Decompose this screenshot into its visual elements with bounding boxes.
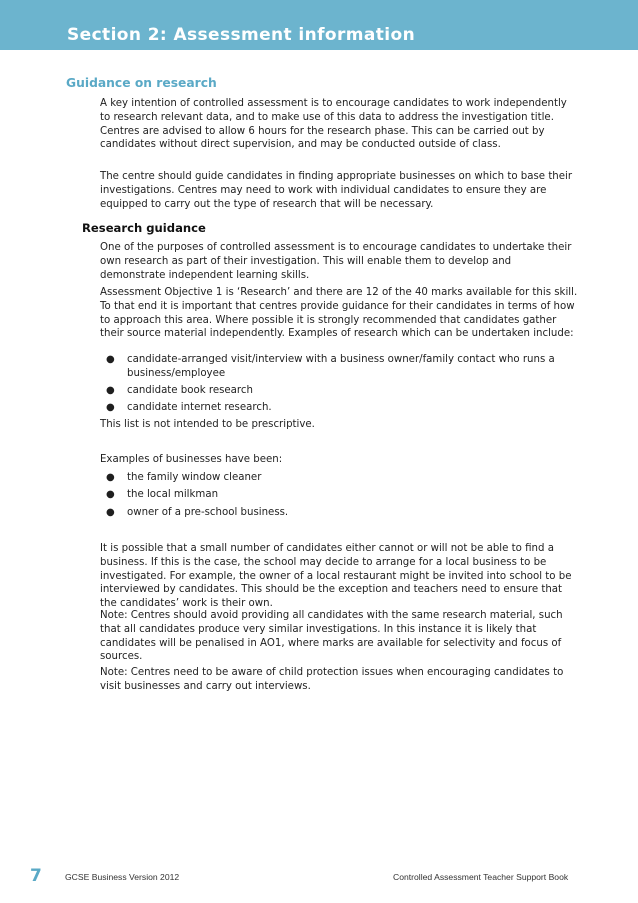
closing-paragraph-1: It is possible that a small number of candidates either cannot or will not be able to find a business. If this is the case, the school may decide to arrange for a local business to be investigated. For example, the owner of a local restaurant might be invited into school to be interviewed by candidates. This should be the exception and teachers need to ensure that the candidates’ work is their own.: [100, 543, 572, 610]
research-guidance-heading: Research guidance: [82, 221, 206, 235]
closing-paragraph-3: Note: Centres need to be aware of child protection issues when encouraging candidates to visit businesses and carry out interviews.: [100, 667, 564, 692]
list-item: ● candidate-arranged visit/interview with a business owner/family contact who runs a business/employee: [106, 354, 555, 379]
research-paragraph-2: Assessment Objective 1 is ‘Research’ and there are 12 of the 40 marks available for this skill. To that end it is important that centres provide guidance for their candidates in terms of how to approach this area. Where possible it is strongly recommended that candidates gather their source material independently. Examples of research which can be undertaken include:: [100, 287, 578, 340]
list-item: ● the local milkman: [106, 489, 219, 501]
guidance-paragraph-1: A key intention of controlled assessment is to encourage candidates to work independently to research relevant data, and to make use of this data to address the investigation title. Centres are advised to allow 6 hours for the research phase. This can be carried out by candidates without direct supervision, and may be conducted outside of class.: [100, 98, 567, 151]
bullet-icon: ●: [106, 354, 115, 365]
not-prescriptive-note: This list is not intended to be prescriptive.: [100, 419, 315, 430]
page-number: 7: [30, 866, 42, 886]
research-paragraph-1: One of the purposes of controlled assessment is to encourage candidates to undertake their own research as part of their investigation. This will enable them to develop and demonstrate independent learning skills.: [100, 242, 572, 281]
list-item: ● the family window cleaner: [106, 472, 262, 483]
guidance-heading: Guidance on research: [66, 76, 217, 90]
footer-left-text: GCSE Business Version 2012: [65, 872, 180, 882]
list-item: ● candidate book research: [106, 385, 253, 397]
closing-paragraph-2: Note: Centres should avoid providing all candidates with the same research material, such that all candidates produce very similar investigations. In this instance it is likely that candidates will be penalised in AO1, where marks are available for selectivity and focus of sources.: [100, 610, 563, 663]
list-item: ● owner of a pre-school business.: [106, 506, 289, 518]
business-examples-intro: Examples of businesses have been:: [100, 454, 283, 465]
list-item: ● candidate internet research.: [106, 402, 272, 414]
guidance-paragraph-2: The centre should guide candidates in finding appropriate businesses on which to base their investigations. Centres may need to work with individual candidates to ensure they are equipped to carry out the type of research that will be necessary.: [100, 171, 573, 210]
bullet-icon: ●: [106, 402, 115, 414]
bullet-icon: ●: [106, 385, 115, 397]
business-examples-list: [100, 471, 578, 523]
bullet-icon: ●: [106, 489, 115, 501]
section-header-bar: [0, 0, 638, 50]
research-examples-list: [100, 353, 578, 419]
section-title: Section 2: Assessment information: [67, 25, 416, 45]
footer-right-text: Controlled Assessment Teacher Support Book: [393, 872, 569, 882]
bullet-icon: ●: [106, 506, 115, 518]
bullet-icon: ●: [106, 472, 115, 483]
